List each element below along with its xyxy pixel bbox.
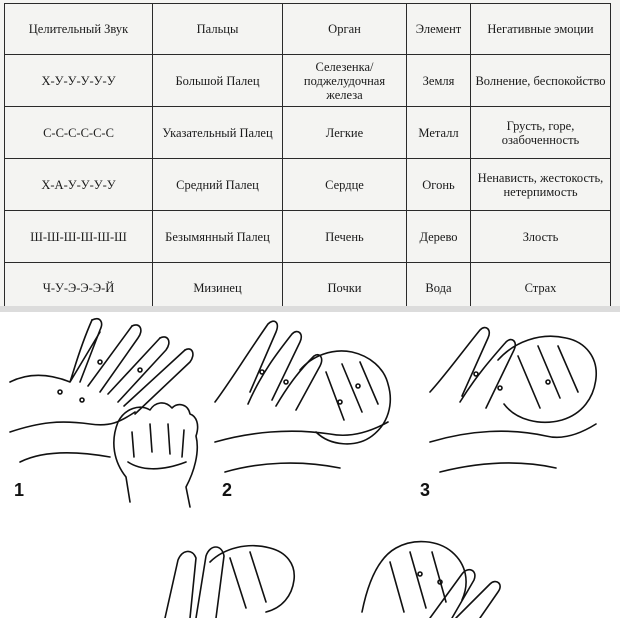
cell-finger: Указательный Палец [153,107,283,159]
cell-emotions: Грусть, горе, озабоченность [471,107,611,159]
hand-figure-3-icon [430,328,596,472]
header-organ: Орган [283,4,407,55]
cell-emotions: Злость [471,211,611,263]
figure-label-2: 2 [222,480,233,500]
cell-finger: Средний Палец [153,159,283,211]
cell-organ: Почки [283,263,407,309]
cell-emotions: Ненависть, жестокость, нетерпимость [471,159,611,211]
table-header-row [5,4,611,55]
cell-sound: Ш-Ш-Ш-Ш-Ш-Ш [5,211,153,263]
cell-element: Вода [407,263,471,309]
cell-organ: Печень [283,211,407,263]
cell-finger: Большой Палец [153,55,283,107]
header-emotions: Негативные эмоции [471,4,611,55]
cell-sound: С-С-С-С-С-С [5,107,153,159]
cell-emotions: Волнение, беспокойство [471,55,611,107]
cell-element: Земля [407,55,471,107]
header-sound: Целительный Звук [5,4,153,55]
cell-organ: Селезенка/поджелудочная железа [283,55,407,107]
header-element: Элемент [407,4,471,55]
cell-finger: Безымянный Палец [153,211,283,263]
hand-figure-4-icon [165,546,294,618]
cell-element: Металл [407,107,471,159]
table-row [5,211,611,263]
header-finger: Пальцы [153,4,283,55]
cell-element: Дерево [407,211,471,263]
table-row [5,107,611,159]
cell-sound: Ч-У-Э-Э-Э-Й [5,263,153,309]
figure-label-1: 1 [14,480,25,500]
figure-label-3: 3 [420,480,431,500]
cell-sound: Х-У-У-У-У-У [5,55,153,107]
table-row [5,263,611,309]
cell-element: Огонь [407,159,471,211]
cell-organ: Легкие [283,107,407,159]
cell-organ: Сердце [283,159,407,211]
hand-illustrations [0,312,620,618]
hand-figure-2-icon [215,321,390,472]
cell-sound: Х-А-У-У-У-У [5,159,153,211]
table-row [5,55,611,107]
cell-finger: Мизинец [153,263,283,309]
hand-figure-1-icon [10,319,198,507]
healing-sounds-table-panel [0,0,620,308]
hand-figure-5-icon [362,542,500,618]
healing-sounds-table [4,3,611,308]
cell-emotions: Страх [471,263,611,309]
table-row [5,159,611,211]
